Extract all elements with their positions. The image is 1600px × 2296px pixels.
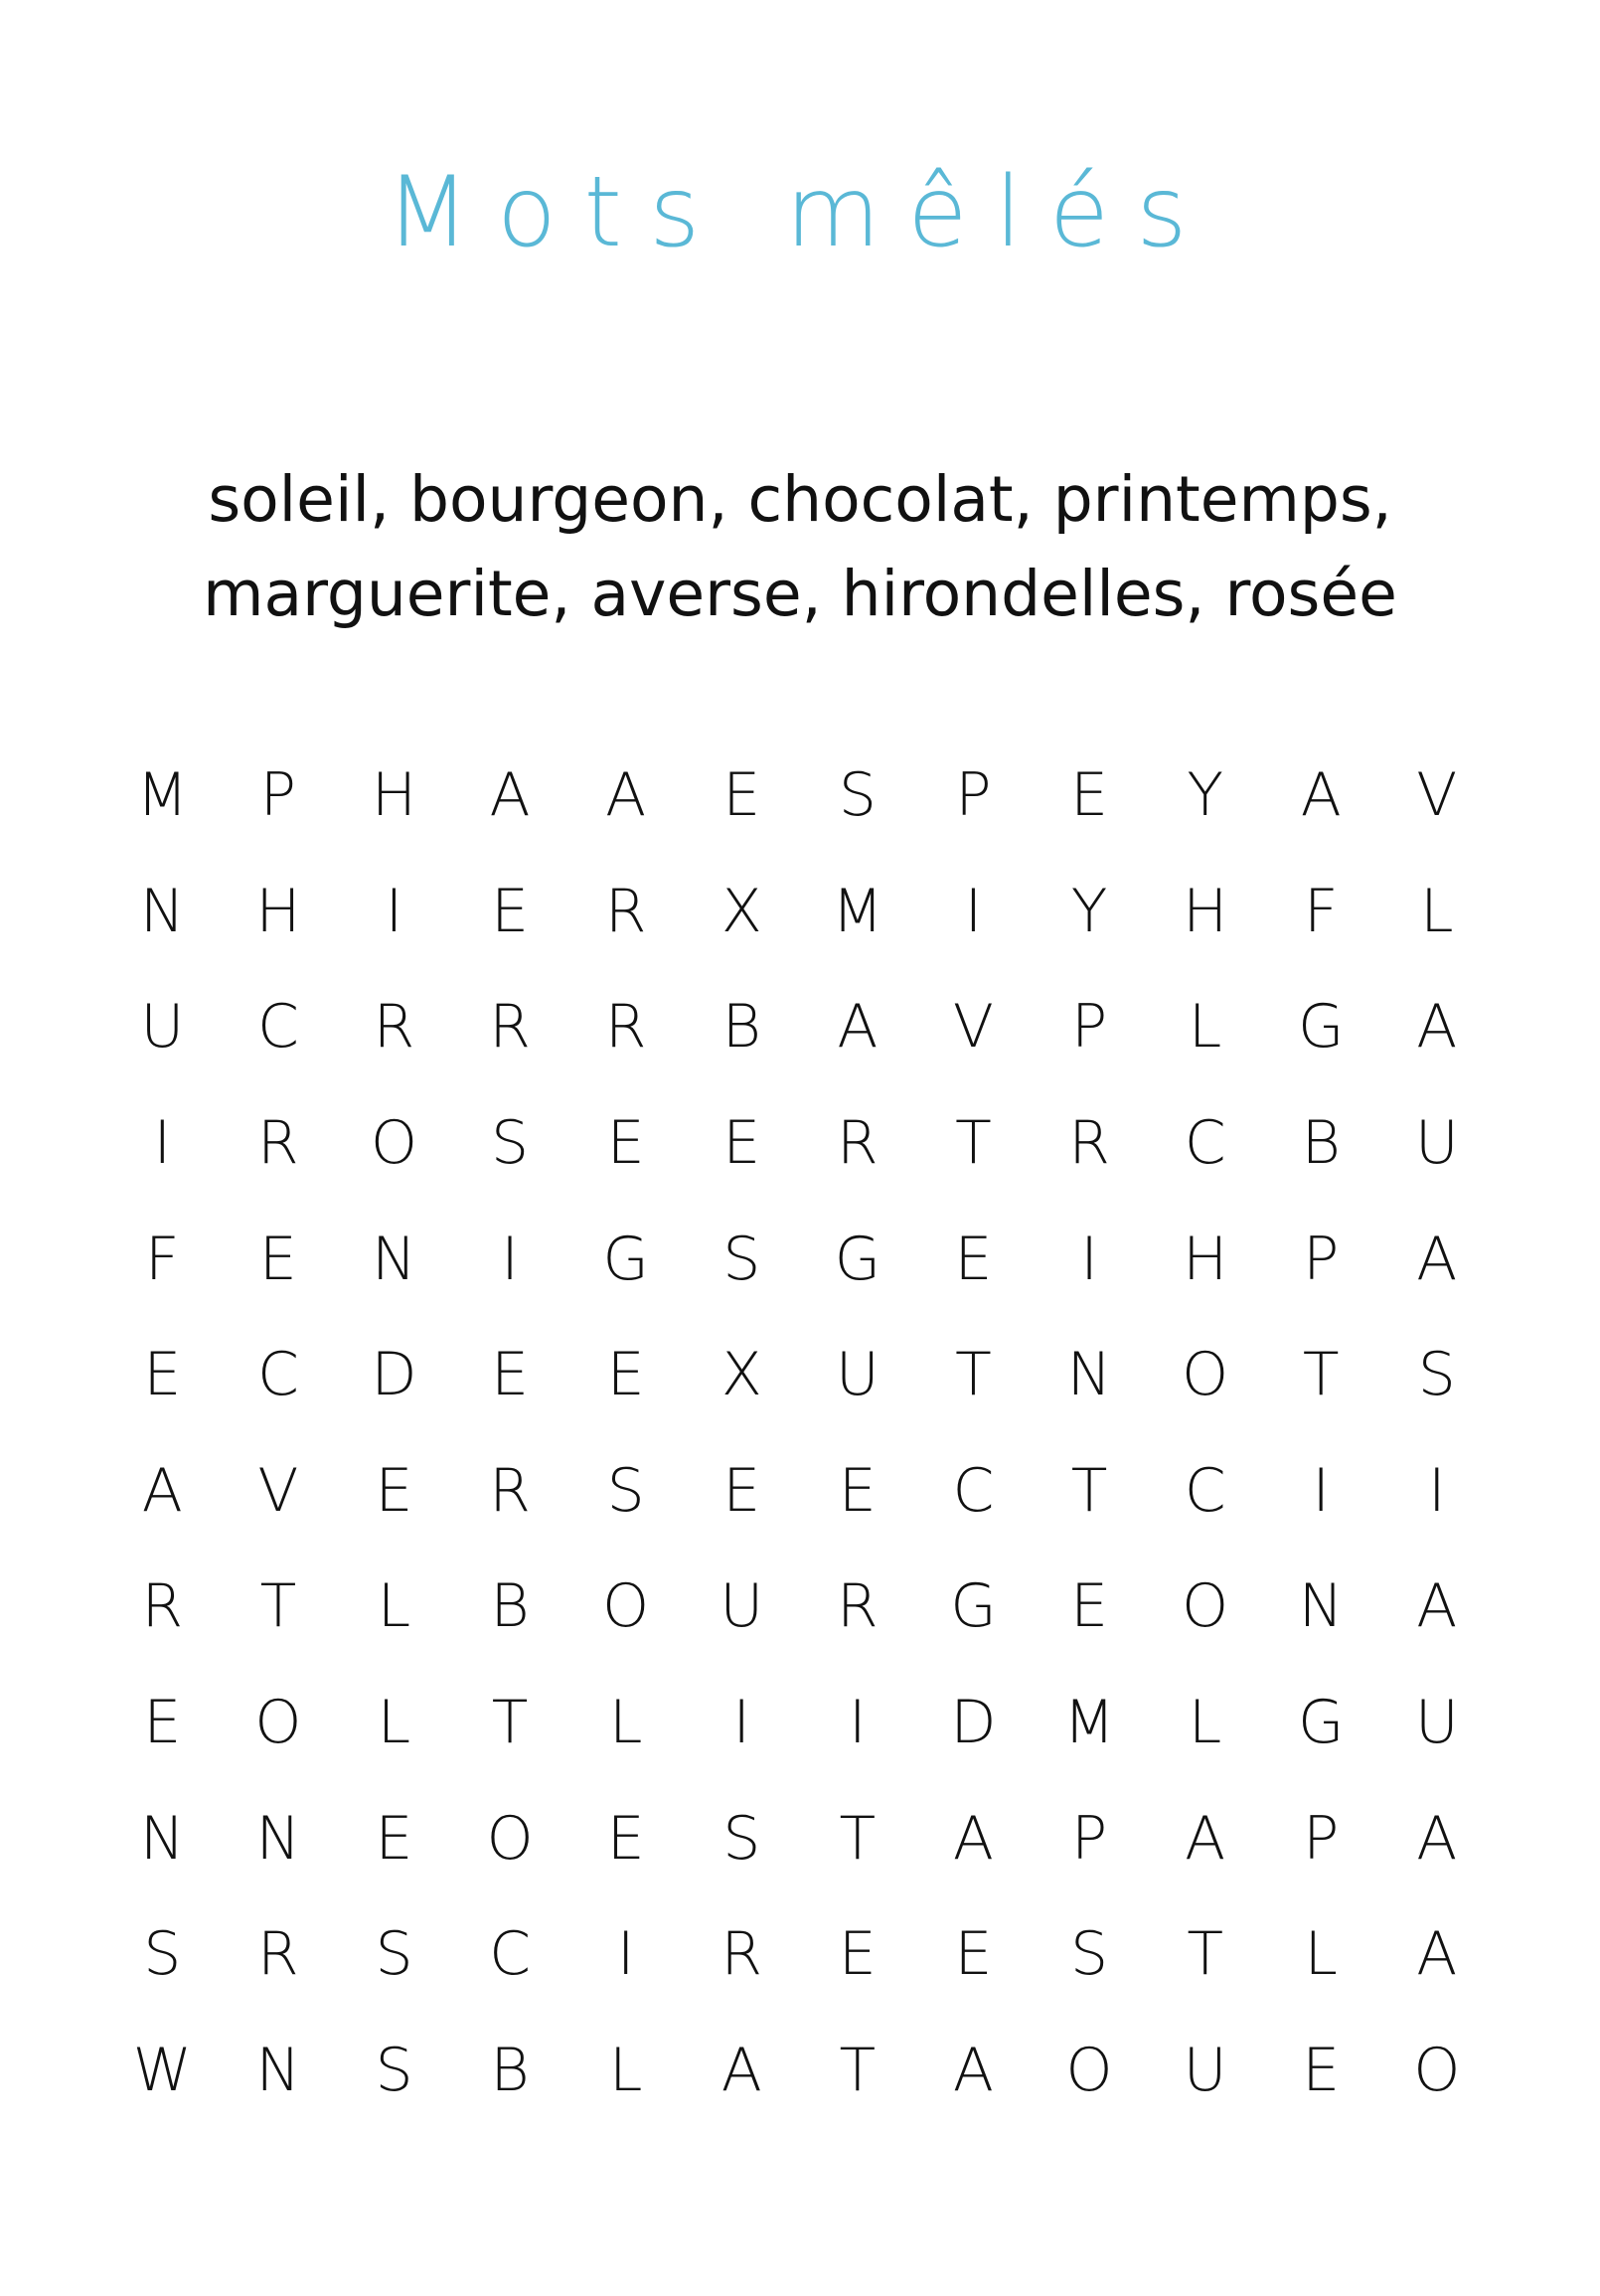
grid-cell[interactable]: O [1182, 1571, 1229, 1642]
grid-cell[interactable]: M [136, 760, 189, 831]
grid-cell[interactable]: I [1427, 1455, 1446, 1526]
grid-cell[interactable]: F [145, 1224, 180, 1294]
grid-cell[interactable]: O [602, 1571, 650, 1642]
grid-cell[interactable]: A [1185, 1803, 1226, 1874]
grid-cell[interactable]: O [254, 1688, 302, 1758]
grid-cell[interactable]: E [838, 1455, 877, 1526]
grid-cell[interactable]: R [257, 1919, 299, 1990]
grid-cell[interactable]: G [834, 1224, 881, 1294]
grid-cell[interactable]: U [835, 1340, 880, 1410]
grid-cell[interactable]: A [605, 760, 647, 831]
grid-cell[interactable]: E [1302, 2035, 1341, 2105]
grid-cell[interactable]: A [1300, 760, 1342, 831]
grid-cell[interactable]: I [501, 1224, 519, 1294]
grid-cell[interactable]: E [606, 1340, 645, 1410]
grid-cell[interactable]: P [1303, 1803, 1340, 1874]
letter-grid [104, 738, 1496, 2128]
grid-cell[interactable]: R [604, 992, 647, 1063]
grid-cell[interactable]: U [1414, 1688, 1459, 1758]
grid-cell[interactable]: A [952, 1803, 994, 1874]
word-list [0, 452, 1600, 641]
grid-cell[interactable]: R [604, 876, 647, 946]
grid-cell[interactable]: R [489, 1455, 531, 1526]
grid-cell[interactable]: S [143, 1919, 182, 1990]
grid-cell[interactable]: B [721, 992, 761, 1063]
grid-cell[interactable]: E [491, 1340, 530, 1410]
grid-cell[interactable]: C [256, 992, 299, 1063]
word-list-line: soleil, bourgeon, chocolat, printemps, [208, 463, 1392, 536]
grid-cell[interactable]: O [370, 1108, 418, 1179]
grid-cell[interactable]: S [375, 1919, 413, 1990]
grid-cell[interactable]: A [141, 1455, 183, 1526]
grid-cell[interactable]: P [1303, 1224, 1340, 1294]
grid-cell[interactable]: T [1187, 1919, 1223, 1990]
grid-cell[interactable]: E [1070, 760, 1108, 831]
grid-cell[interactable]: A [1416, 1919, 1458, 1990]
grid-cell[interactable]: E [606, 1803, 645, 1874]
grid-cell[interactable]: P [1070, 992, 1108, 1063]
grid-cell[interactable]: H [1183, 1224, 1228, 1294]
grid-cell[interactable]: A [1416, 1803, 1458, 1874]
grid-cell[interactable]: H [371, 760, 417, 831]
grid-cell[interactable]: E [954, 1919, 993, 1990]
grid-cell[interactable]: G [950, 1571, 997, 1642]
grid-cell[interactable]: V [1416, 760, 1458, 831]
grid-cell[interactable]: L [377, 1688, 411, 1758]
grid-cell[interactable]: S [838, 760, 877, 831]
grid-cell[interactable]: G [1297, 1688, 1345, 1758]
grid-cell[interactable]: H [255, 876, 301, 946]
grid-cell[interactable]: I [153, 1108, 172, 1179]
grid-cell[interactable]: P [259, 760, 296, 831]
grid-cell[interactable]: H [1183, 876, 1228, 946]
grid-cell[interactable]: T [955, 1340, 992, 1410]
grid-cell[interactable]: C [489, 1919, 532, 1990]
grid-cell[interactable]: M [1063, 1688, 1115, 1758]
grid-cell[interactable]: I [616, 1919, 635, 1990]
grid-cell[interactable]: L [1188, 992, 1222, 1063]
grid-cell[interactable]: Y [1187, 760, 1223, 831]
grid-cell[interactable]: E [258, 1224, 297, 1294]
grid-cell[interactable]: X [720, 1340, 762, 1410]
grid-cell[interactable]: A [1416, 992, 1458, 1063]
grid-cell[interactable]: L [608, 1688, 643, 1758]
grid-cell[interactable]: A [720, 2035, 762, 2105]
grid-cell[interactable]: N [139, 876, 185, 946]
grid-cell[interactable]: D [371, 1340, 417, 1410]
grid-cell[interactable]: S [722, 1803, 761, 1874]
grid-cell[interactable]: R [141, 1571, 184, 1642]
grid-cell[interactable]: A [952, 2035, 994, 2105]
grid-cell[interactable]: O [1182, 1340, 1229, 1410]
grid-cell[interactable]: R [720, 1919, 763, 1990]
grid-cell[interactable]: N [255, 1803, 301, 1874]
grid-cell[interactable]: E [954, 1224, 993, 1294]
grid-cell[interactable]: T [259, 1571, 297, 1642]
grid-cell[interactable]: S [606, 1455, 645, 1526]
grid-cell[interactable]: T [839, 1803, 877, 1874]
grid-cell[interactable]: I [385, 876, 403, 946]
grid-cell[interactable]: C [952, 1455, 995, 1526]
grid-cell[interactable]: U [1414, 1108, 1459, 1179]
grid-cell[interactable]: E [375, 1455, 413, 1526]
grid-cell[interactable]: B [1301, 1108, 1341, 1179]
grid-cell[interactable]: T [1302, 1340, 1340, 1410]
grid-cell[interactable]: D [950, 1688, 997, 1758]
grid-cell[interactable]: I [849, 1688, 867, 1758]
grid-cell[interactable]: P [955, 760, 992, 831]
grid-cell[interactable]: A [489, 760, 531, 831]
grid-cell[interactable]: M [831, 876, 883, 946]
grid-cell[interactable]: U [1183, 2035, 1227, 2105]
grid-cell[interactable]: S [1417, 1340, 1456, 1410]
grid-cell[interactable]: S [491, 1108, 530, 1179]
grid-cell[interactable]: S [375, 2035, 413, 2105]
word-list-line: marguerite, averse, hirondelles, rosée [203, 558, 1397, 630]
grid-cell[interactable]: L [377, 1571, 411, 1642]
grid-cell[interactable]: N [255, 2035, 301, 2105]
grid-cell[interactable]: T [1070, 1455, 1108, 1526]
grid-cell[interactable]: A [1416, 1571, 1458, 1642]
grid-cell[interactable]: T [955, 1108, 992, 1179]
grid-cell[interactable]: R [489, 992, 531, 1063]
grid-cell[interactable]: E [491, 876, 530, 946]
grid-cell[interactable]: B [490, 2035, 530, 2105]
grid-cell[interactable]: G [602, 1224, 649, 1294]
page-title: Mots mêlés [386, 156, 1214, 269]
grid-cell[interactable]: C [1184, 1455, 1226, 1526]
grid-cell[interactable]: L [1188, 1688, 1222, 1758]
grid-cell[interactable]: W [132, 2035, 192, 2105]
grid-cell[interactable]: O [1413, 2035, 1461, 2105]
grid-cell[interactable]: L [1304, 1919, 1338, 1990]
grid-cell[interactable]: U [720, 1571, 764, 1642]
grid-cell[interactable]: O [486, 1803, 534, 1874]
grid-cell[interactable]: L [608, 2035, 643, 2105]
grid-cell[interactable]: G [1297, 992, 1345, 1063]
grid-cell[interactable]: E [143, 1688, 182, 1758]
grid-cell[interactable]: T [491, 1688, 529, 1758]
grid-cell[interactable]: R [257, 1108, 299, 1179]
grid-cell[interactable]: X [720, 876, 762, 946]
grid-cell[interactable]: E [722, 1108, 761, 1179]
grid-cell[interactable]: A [1416, 1224, 1458, 1294]
grid-cell[interactable]: P [1070, 1803, 1108, 1874]
grid-cell[interactable]: C [256, 1340, 299, 1410]
grid-cell[interactable]: T [839, 2035, 877, 2105]
grid-cell[interactable]: R [837, 1571, 879, 1642]
grid-cell[interactable]: I [732, 1688, 751, 1758]
grid-cell[interactable]: S [1070, 1919, 1109, 1990]
grid-cell[interactable]: F [1303, 876, 1339, 946]
grid-cell[interactable]: V [257, 1455, 299, 1526]
grid-cell[interactable]: E [143, 1340, 182, 1410]
grid-cell[interactable]: E [606, 1108, 645, 1179]
grid-cell[interactable]: R [837, 1108, 879, 1179]
grid-cell[interactable]: N [1066, 1340, 1112, 1410]
grid-cell[interactable]: R [373, 992, 415, 1063]
grid-cell[interactable]: U [140, 992, 185, 1063]
grid-cell[interactable]: O [1065, 2035, 1113, 2105]
grid-cell[interactable]: E [722, 1455, 761, 1526]
grid-cell[interactable]: E [722, 760, 761, 831]
grid-cell[interactable]: S [722, 1224, 761, 1294]
grid-cell[interactable]: Y [1070, 876, 1108, 946]
grid-cell[interactable]: N [139, 1803, 185, 1874]
grid-cell[interactable]: V [952, 992, 994, 1063]
grid-cell[interactable]: E [838, 1919, 877, 1990]
grid-cell[interactable]: I [1080, 1224, 1098, 1294]
grid-cell[interactable]: R [1068, 1108, 1110, 1179]
grid-cell[interactable]: B [490, 1571, 530, 1642]
grid-cell[interactable]: I [964, 876, 983, 946]
grid-cell[interactable]: L [1420, 876, 1454, 946]
grid-cell[interactable]: C [1184, 1108, 1226, 1179]
grid-cell[interactable]: N [372, 1224, 416, 1294]
grid-cell[interactable]: I [1312, 1455, 1331, 1526]
grid-cell[interactable]: E [1070, 1571, 1108, 1642]
grid-cell[interactable]: A [837, 992, 879, 1063]
grid-cell[interactable]: N [1298, 1571, 1344, 1642]
grid-cell[interactable]: E [375, 1803, 413, 1874]
